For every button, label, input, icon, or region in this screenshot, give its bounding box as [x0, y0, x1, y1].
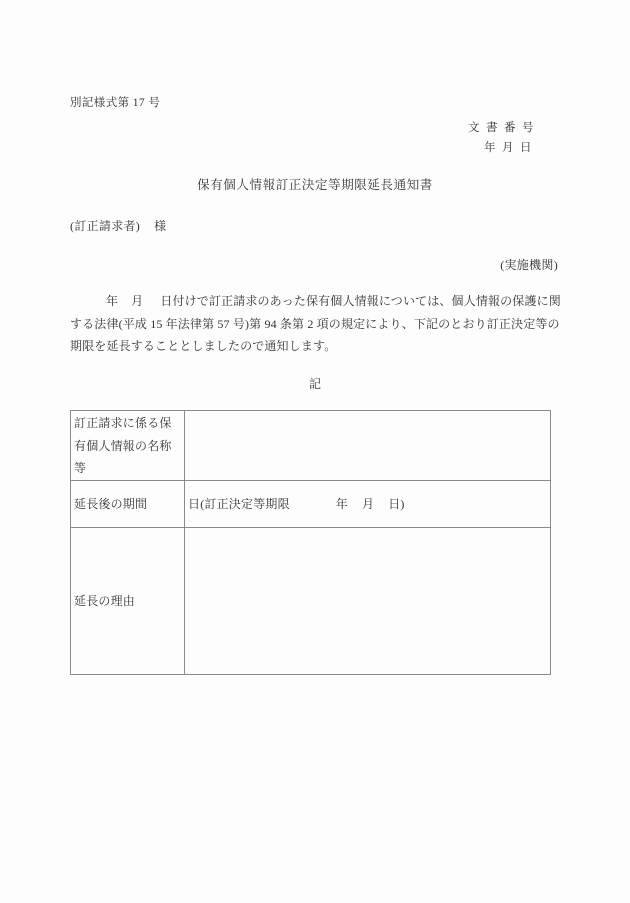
addressee-line — [70, 217, 166, 234]
period-day: 日) — [388, 496, 405, 511]
row-label-extension-reason: 延長の理由 — [71, 528, 185, 675]
row-value-extended-period[interactable] — [185, 481, 551, 528]
table-row — [71, 481, 551, 528]
table-row — [71, 411, 551, 481]
document-number-label: 文書番号 — [468, 122, 540, 134]
document-number-block — [468, 118, 540, 158]
body-line1-rest: 日付けで訂正請求のあった保有個人情報については、個人情報の保護に関 — [160, 294, 561, 308]
extended-period-text — [188, 493, 548, 516]
ki-marker: 記 — [308, 377, 321, 391]
body-line-1 — [70, 290, 561, 313]
period-month: 月 — [362, 496, 375, 511]
body-line-2: する法律(平成 15 年法律第 57 号)第 94 条第 2 項の規定により、下記のとおり訂正決定等の — [70, 316, 560, 331]
issuing-agency-label: (実施機関) — [500, 258, 558, 272]
body-line1-year: 年 — [106, 294, 119, 308]
row-label-information-name: 訂正請求に係る保有個人情報の名称等 — [71, 411, 185, 481]
addressee-label: (訂正請求者) — [70, 219, 141, 233]
body-line1-month: 月 — [131, 294, 144, 308]
body-line-3: 期限を延長することとしましたので通知します。 — [70, 339, 337, 353]
row-label-extended-period: 延長後の期間 — [71, 481, 185, 528]
document-date-label: 年月日 — [484, 142, 538, 154]
addressee-honorific: 様 — [154, 219, 167, 233]
notice-table — [70, 410, 551, 675]
period-prefix: 日(訂正決定等期限 — [188, 496, 290, 511]
row-value-information-name[interactable] — [185, 411, 551, 481]
form-number: 別記様式第 17 号 — [70, 97, 161, 109]
period-year: 年 — [335, 496, 348, 511]
body-paragraph — [70, 290, 561, 358]
row-value-extension-reason[interactable] — [185, 528, 551, 675]
page-title: 保有個人情報訂正決定等期限延長通知書 — [197, 178, 433, 192]
table-row — [71, 528, 551, 675]
